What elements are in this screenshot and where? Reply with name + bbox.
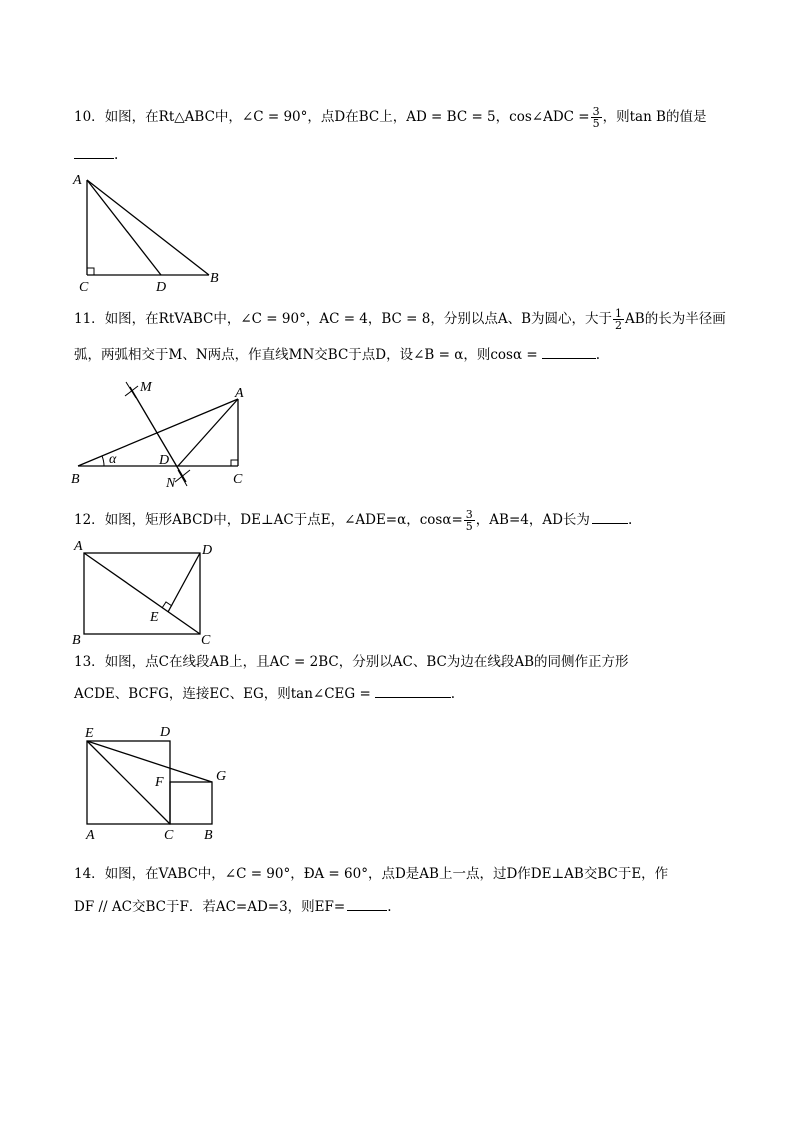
q10-line2	[74, 145, 118, 165]
q11-arc-mark-m2	[126, 382, 136, 398]
q11-fraction	[613, 308, 624, 331]
q12-label-b: B	[72, 633, 81, 648]
q14-period: .	[387, 899, 392, 915]
q11-label-alpha: α	[109, 452, 117, 467]
q11-text: 如图，在RtVABC中，∠C = 90°，AC = 4，BC = 8，分别以点A、B为圆心，大于	[104, 311, 613, 327]
q11-label-m: M	[140, 380, 152, 395]
q11-label-n: N	[166, 476, 176, 491]
q11-figure	[68, 372, 258, 492]
q13-answer-blank[interactable]	[375, 685, 451, 698]
q13-label-c: C	[164, 828, 174, 843]
q10-number: 10．	[74, 109, 105, 125]
q10-label-d: D	[156, 280, 167, 295]
q13-text2: ACDE、BCFG，连接EC、EG，则tan∠CEG =	[74, 686, 371, 702]
q10-answer-blank[interactable]	[74, 146, 114, 159]
q11-answer-blank[interactable]	[542, 346, 596, 359]
q12-diagonal-ac	[84, 553, 200, 634]
q13-figure	[76, 722, 236, 846]
q11-period: .	[595, 347, 600, 363]
q10-text-end: ，则tan B的值是	[602, 109, 707, 125]
q12-answer-blank[interactable]	[592, 511, 628, 524]
q12-fraction	[464, 509, 475, 532]
q14-number: 14．	[74, 866, 105, 882]
q13-square-bcfg	[170, 782, 212, 824]
q11-frac-den: 2	[615, 319, 623, 332]
q13-label-g: G	[216, 769, 227, 784]
q14-text2: DF // AC交BC于F．若AC=AD=3，则EF=	[74, 899, 346, 915]
q10-frac-num: 3	[592, 105, 600, 118]
q12-figure	[68, 538, 228, 648]
q14-text: 如图，在VABC中，∠C = 90°，ÐA = 60°，点D是AB上一点，过D作DE⊥AB交BC于E，作	[104, 866, 669, 882]
q11-text2: 弧，两弧相交于M、N两点，作直线MN交BC于点D，设∠B = α，则cosα =	[74, 347, 538, 363]
q14-line2	[74, 897, 392, 917]
q14-line1	[74, 864, 668, 884]
q11-line1	[74, 308, 726, 331]
q13-line2	[74, 684, 455, 704]
q11-frac-num: 1	[615, 307, 623, 320]
q10-label-a: A	[73, 173, 82, 188]
q11-label-d: D	[159, 453, 170, 468]
q11-label-c: C	[233, 472, 243, 487]
q11-side-ab	[78, 399, 238, 466]
q10-label-b: B	[210, 271, 219, 286]
q10-figure	[70, 168, 230, 296]
q12-label-d: D	[202, 543, 213, 558]
q11-number: 11．	[74, 311, 105, 327]
q12-number: 12．	[74, 512, 105, 528]
q11-line-mn	[130, 387, 186, 482]
q10-line1	[74, 106, 706, 129]
q12-period: .	[627, 512, 633, 528]
q13-label-a: A	[86, 828, 95, 843]
q10-period: .	[114, 147, 119, 163]
q10-fraction	[591, 106, 602, 129]
q13-label-d: D	[160, 725, 171, 740]
q13-period: .	[450, 686, 456, 702]
q13-label-b: B	[204, 828, 213, 843]
q11-segment-ad	[178, 399, 238, 466]
q13-segment-eg	[87, 741, 212, 782]
q13-number: 13．	[74, 654, 105, 670]
q12-frac-den: 5	[465, 520, 473, 533]
q13-label-e: E	[85, 726, 94, 741]
q11-arc-mark-n1	[175, 470, 190, 482]
q13-line1	[74, 652, 629, 672]
q11-text-end: AB的长为半径画	[625, 311, 726, 327]
q11-angle-arc	[102, 456, 104, 466]
q11-label-b: B	[71, 472, 80, 487]
q10-segment-ad	[87, 180, 161, 275]
q10-text: 如图，在Rt△ABC中，∠C = 90°，点D在BC上，AD = BC = 5，cos∠ADC =	[104, 109, 590, 125]
q11-right-angle	[231, 460, 238, 466]
q12-line1	[74, 509, 632, 532]
q12-frac-num: 3	[465, 508, 473, 521]
q12-label-a: A	[74, 539, 83, 554]
q10-side-ab	[87, 180, 209, 275]
q12-label-c: C	[201, 633, 211, 648]
q12-text-end: ，AB=4，AD长为	[475, 512, 590, 528]
q13-text: 如图，点C在线段AB上，且AC = 2BC，分别以AC、BC为边在线段AB的同侧作正方形	[104, 654, 629, 670]
q14-answer-blank[interactable]	[347, 898, 387, 911]
q10-label-c: C	[79, 280, 89, 295]
q12-text: 如图，矩形ABCD中，DE⊥AC于点E，∠ADE=α，cosα=	[104, 512, 463, 528]
q12-segment-de	[168, 553, 200, 612]
q12-label-e: E	[150, 610, 159, 625]
q10-right-angle	[87, 268, 94, 275]
q11-label-a: A	[235, 386, 244, 401]
q13-label-f: F	[155, 775, 164, 790]
q11-line2	[74, 345, 600, 365]
q10-frac-den: 5	[592, 117, 600, 130]
